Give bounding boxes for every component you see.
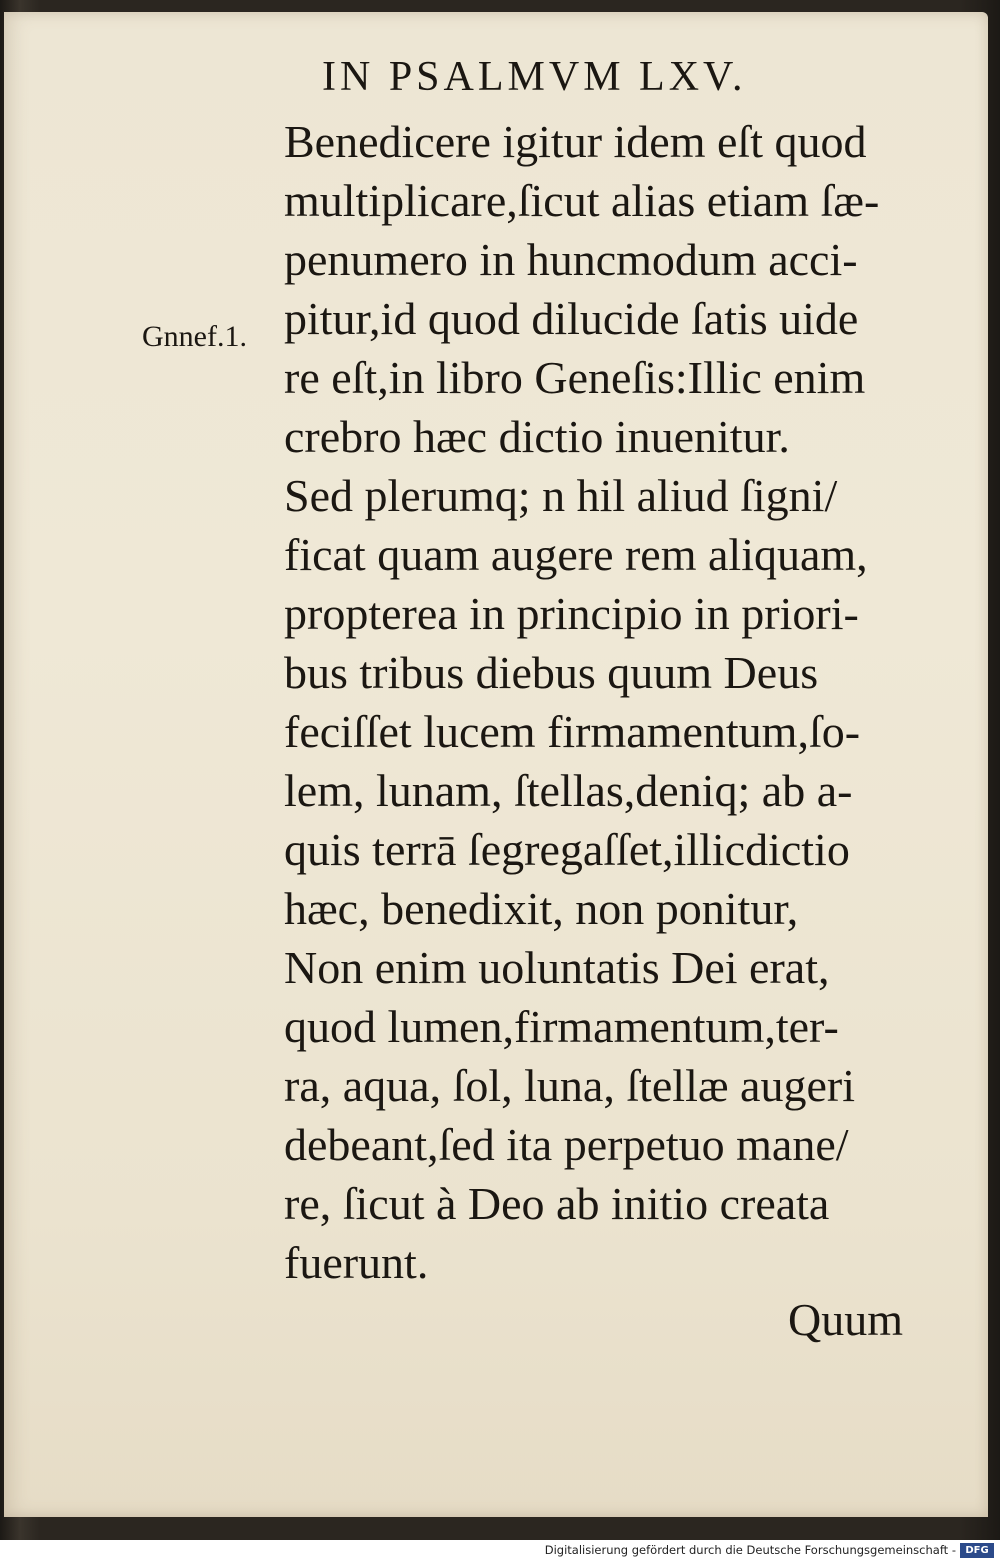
- text-line: quod lumen,firmamentum,ter-: [284, 1001, 839, 1052]
- text-line: crebro hæc dictio inuenitur.: [284, 411, 790, 462]
- text-line: feciſſet lucem firmamentum,ſo-: [284, 706, 861, 757]
- text-line: Sed plerumq; n hil aliud ſigni/: [284, 470, 838, 521]
- text-line: multiplicare,ſicut alias etiam ſæ-: [284, 175, 880, 226]
- dfg-logo-icon: DFG: [960, 1543, 994, 1558]
- catchword: Quum: [788, 1294, 903, 1345]
- text-line: ficat quam augere rem aliquam,: [284, 529, 868, 580]
- text-line: Non enim uoluntatis Dei erat,: [284, 942, 830, 993]
- text-line: re, ſicut à Deo ab initio creata: [284, 1178, 830, 1229]
- footer-bar: [0, 1540, 1000, 1562]
- text-line: debeant,ſed ita perpetuo mane/: [284, 1119, 849, 1170]
- text-line: hæc, benedixit, non ponitur,: [284, 883, 799, 934]
- margin-note: Gnnef.1.: [142, 320, 247, 353]
- text-line: bus tribus diebus quum Deus: [284, 647, 819, 698]
- book-page: [4, 12, 988, 1517]
- text-line: lem, lunam, ſtellas,deniq; ab a-: [284, 765, 853, 816]
- body-text: [284, 112, 944, 1292]
- footer-credit: Digitalisierung gefördert durch die Deutsche Forschungsgemeinschaft -: [544, 1543, 956, 1557]
- text-line: pitur,id quod dilucide ſatis uide: [284, 293, 859, 344]
- text-line: penumero in huncmodum acci-: [284, 234, 858, 285]
- text-line: fuerunt.: [284, 1237, 429, 1288]
- text-line: propterea in principio in priori-: [284, 588, 859, 639]
- text-line: re eſt,in libro Geneſis:Illic enim: [284, 352, 866, 403]
- text-line: quis terrā ſegregaſſet,illicdictio: [284, 824, 850, 875]
- text-line: Benedicere igitur idem eſt quod: [284, 116, 867, 167]
- running-head: IN PSALMVM LXV.: [322, 54, 747, 100]
- text-line: ra, aqua, ſol, luna, ſtellæ augeri: [284, 1060, 855, 1111]
